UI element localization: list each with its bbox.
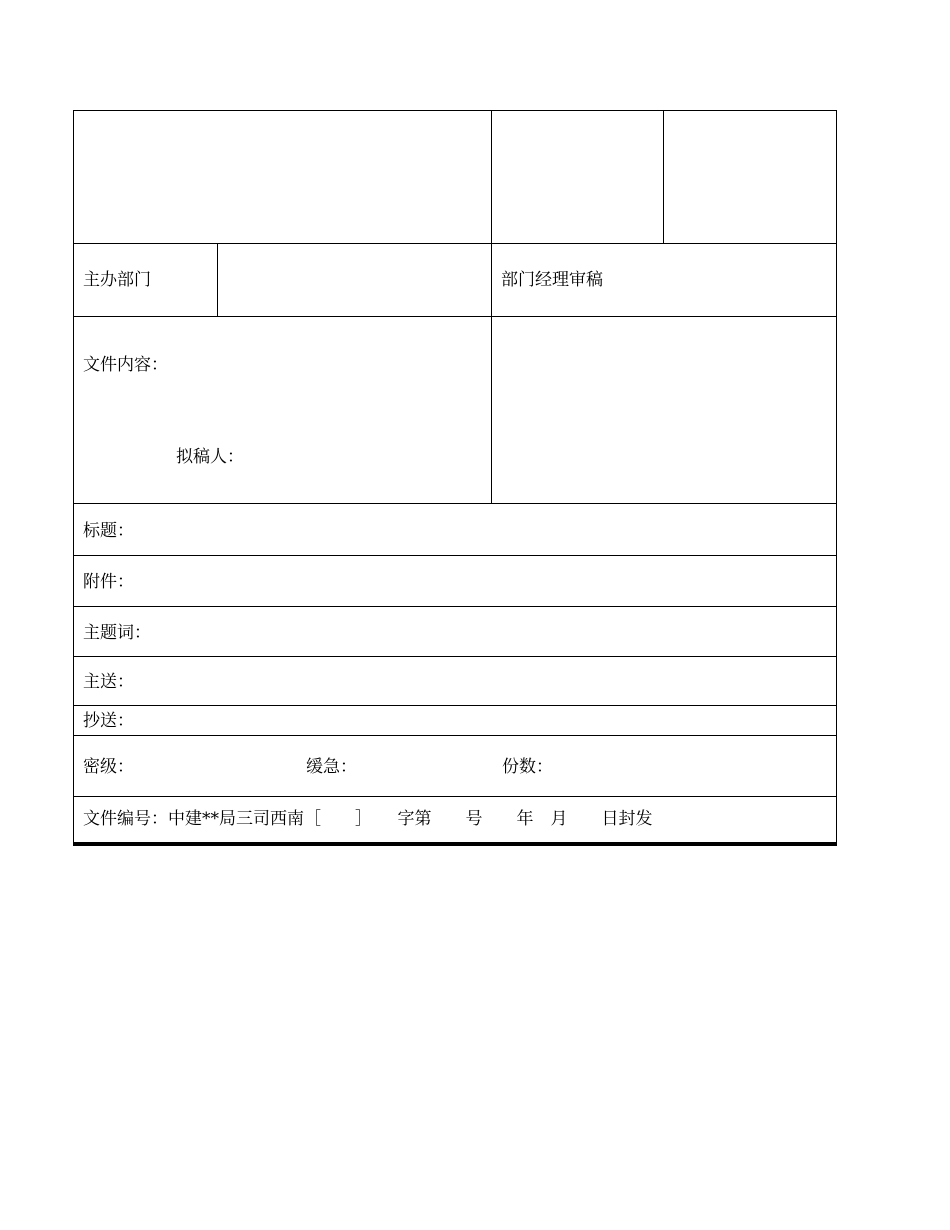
- manager-review-cell: [491, 243, 837, 317]
- keywords-row[interactable]: [73, 606, 837, 657]
- file-number-row[interactable]: [73, 796, 837, 843]
- content-label: 文件内容：: [83, 355, 168, 375]
- urgency-label: 缓急：: [306, 757, 357, 777]
- cc-row[interactable]: [73, 705, 837, 736]
- attachment-row[interactable]: [73, 555, 837, 607]
- file-number-label: 文件编号：中建**局三司西南［ ］ 字第 号 年 月 日封发: [83, 809, 653, 829]
- title-row[interactable]: [73, 503, 837, 556]
- document-form: [73, 110, 837, 846]
- header-mid-cell: [491, 110, 664, 244]
- manager-review-label: 部门经理审稿: [501, 270, 603, 290]
- cc-label: 抄送：: [83, 711, 134, 731]
- main-recipient-label: 主送：: [83, 672, 134, 692]
- host-department-label-cell: [73, 243, 218, 317]
- main-recipient-row[interactable]: [73, 656, 837, 706]
- drafter-label: 拟稿人：: [176, 447, 244, 467]
- host-department-label: 主办部门: [83, 270, 151, 290]
- title-label: 标题：: [83, 521, 134, 541]
- review-comment-cell[interactable]: [491, 316, 837, 504]
- keywords-label: 主题词：: [83, 623, 151, 643]
- header-right-cell: [663, 110, 837, 244]
- classification-row[interactable]: [73, 735, 837, 797]
- copies-label: 份数：: [502, 757, 553, 777]
- attachment-label: 附件：: [83, 572, 134, 592]
- bottom-border: [73, 842, 837, 846]
- secret-level-label: 密级：: [83, 757, 134, 777]
- host-department-value-cell[interactable]: [217, 243, 492, 317]
- content-cell[interactable]: [73, 316, 492, 504]
- header-main-cell: [73, 110, 492, 244]
